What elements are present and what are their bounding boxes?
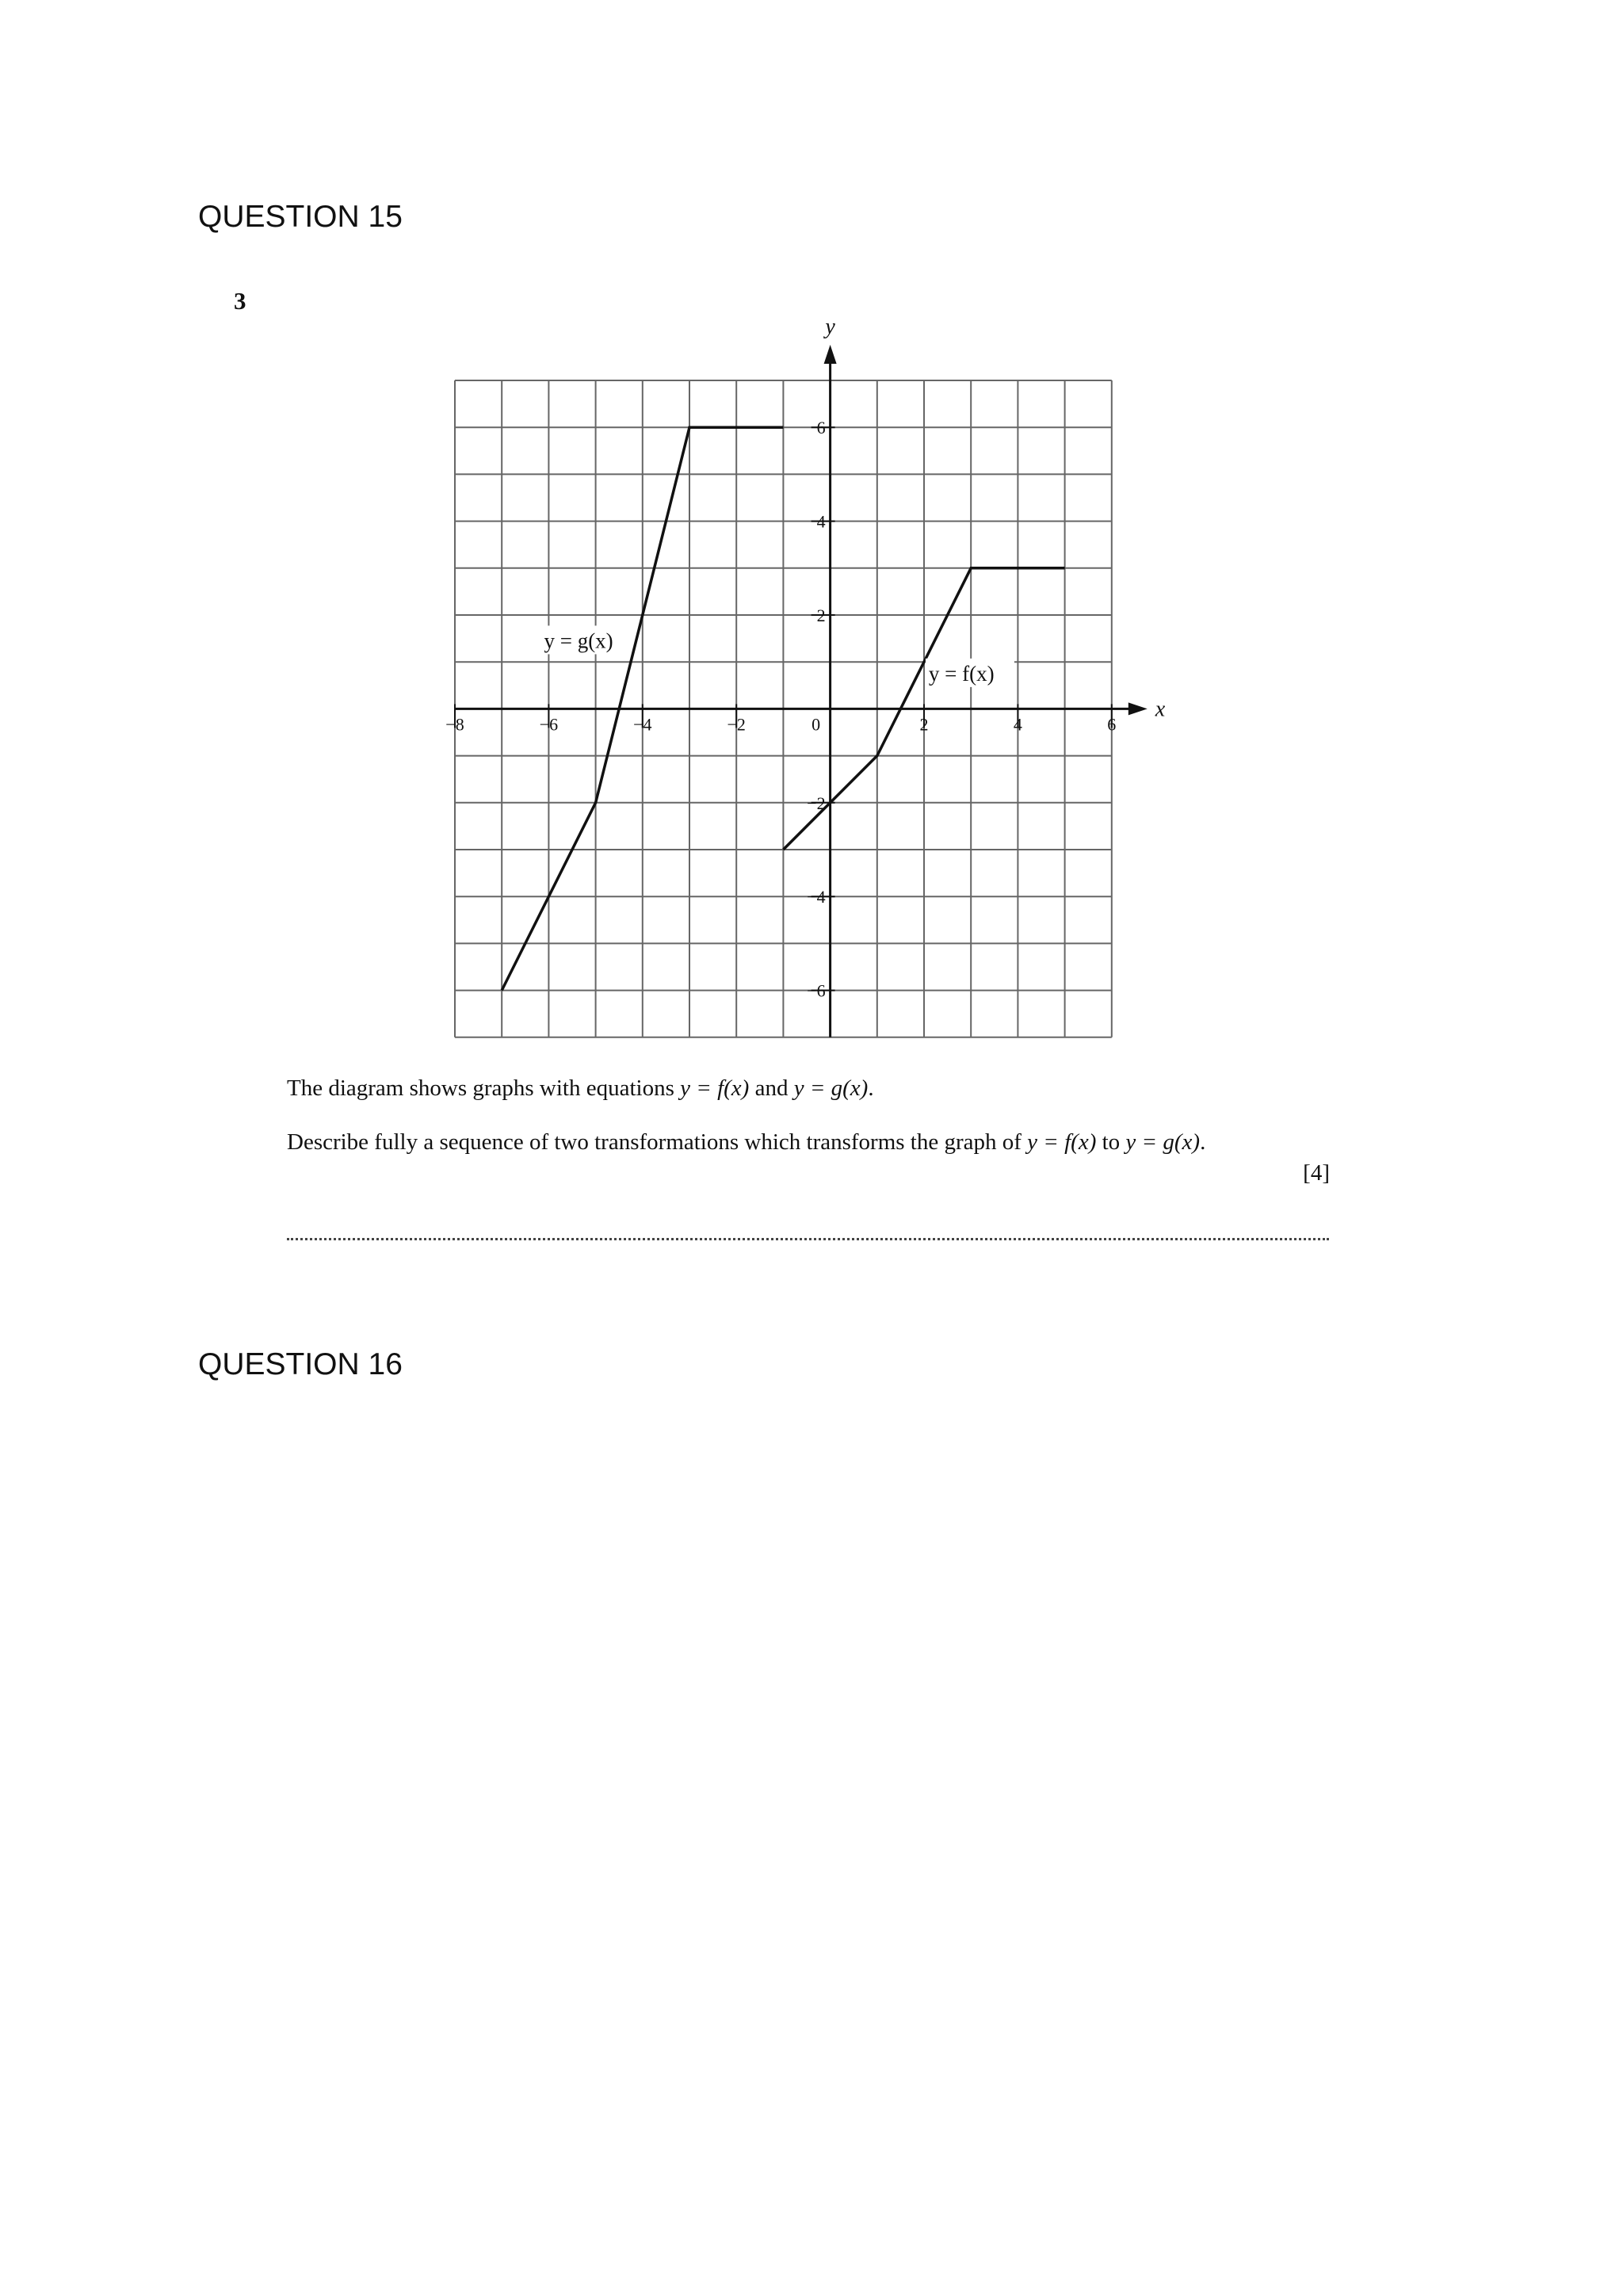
instruction-line-2 <box>287 1129 1329 1156</box>
instruction-line-1 <box>287 1075 1329 1102</box>
y-tick-label: −2 <box>807 793 826 813</box>
x-tick-label: −4 <box>633 714 652 735</box>
question-number: 3 <box>234 287 246 315</box>
line1-prefix: The diagram shows graphs with equations <box>287 1075 681 1101</box>
line2-suffix: . <box>1200 1129 1206 1155</box>
x-tick-label: −6 <box>539 714 559 735</box>
x-tick-label: −2 <box>727 714 746 735</box>
y-axis-label: y <box>825 315 835 339</box>
transformation-graph <box>412 313 1220 1058</box>
y-tick-label: 4 <box>816 511 826 532</box>
curve-labels <box>540 625 1014 686</box>
y-tick-label: 6 <box>816 418 826 438</box>
line2-prefix: Describe fully a sequence of two transformations which transforms the graph of <box>287 1129 1028 1155</box>
marks-label: [4] <box>1303 1160 1330 1186</box>
y-tick-label: 2 <box>816 606 826 625</box>
x-axis-label: x <box>1155 697 1166 722</box>
y-tick-label: −4 <box>807 887 826 907</box>
equation-f: y = f(x) <box>1027 1129 1097 1155</box>
g-curve-label: y = g(x) <box>544 628 613 653</box>
question-15-heading: QUESTION 15 <box>198 200 403 234</box>
x-tick-label: 6 <box>1107 714 1117 735</box>
line1-mid: and <box>749 1075 794 1101</box>
axes <box>455 315 1166 1037</box>
y-tick-label: −6 <box>807 980 826 1001</box>
x-tick-label: −8 <box>445 714 464 735</box>
x-tick-label: 4 <box>1013 714 1022 735</box>
x-axis-arrow <box>1128 702 1148 715</box>
x-tick-label: 0 <box>812 714 821 735</box>
line1-suffix: . <box>868 1075 874 1101</box>
equation-g: y = g(x) <box>1125 1129 1201 1155</box>
question-16-heading: QUESTION 16 <box>198 1347 403 1381</box>
equation-f: y = f(x) <box>680 1075 750 1101</box>
equation-g: y = g(x) <box>793 1075 869 1101</box>
answer-line[interactable] <box>287 1238 1329 1240</box>
line2-mid: to <box>1096 1129 1126 1155</box>
y-axis-arrow <box>824 345 837 364</box>
f-curve-label: y = f(x) <box>928 661 995 686</box>
x-tick-label: 2 <box>919 714 929 735</box>
